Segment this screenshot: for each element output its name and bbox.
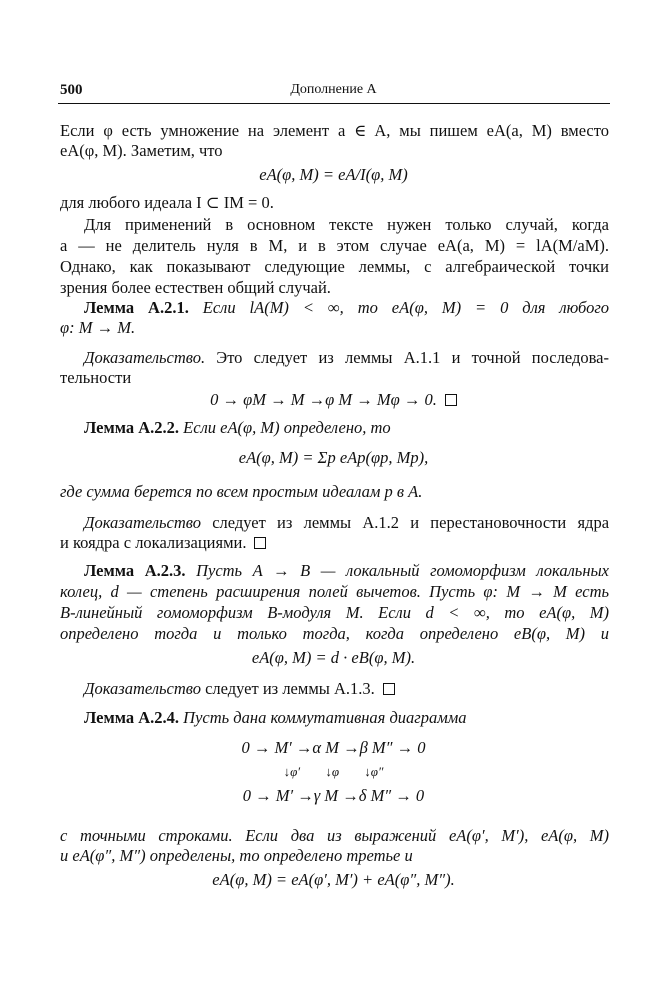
exact-sequence-text: 0 → φM → M →φ M → Mφ → 0. [210, 390, 437, 409]
lemma3-line4: определено тогда и только тогда, когда определено eB(φ, M) и [60, 624, 609, 643]
lemma2-line2: где сумма берется по всем простым идеалам p в A. [60, 482, 423, 501]
proof2-text: следует из леммы A.1.2 и перестановочности ядра [212, 513, 610, 532]
qed-square-icon [254, 537, 266, 549]
lemma3-label: Лемма A.2.3. [84, 561, 186, 580]
proof1-line2: тельности [60, 368, 132, 387]
proof1-text: Это следует из леммы A.1.1 и точной последова- [216, 348, 609, 367]
diagram-vertical-maps: ↓φ′ ↓φ ↓φ″ [283, 764, 384, 779]
equation-degree: eA(φ, M) = d · eB(φ, M). [251, 648, 416, 667]
exact-sequence [0, 390, 667, 410]
diagram-top-row: 0 → M′ →α M →β M″ → 0 [241, 738, 426, 757]
qed-square-icon [445, 394, 457, 406]
para2-line3: Однако, как показывают следующие леммы, с алгебраической точки [60, 257, 609, 276]
lemma4-line1 [84, 708, 609, 728]
running-title: Дополнение А [290, 82, 377, 97]
lemma3-line3: B-линейный гомоморфизм B-модуля M. Если d < ∞, то eA(φ, M) [60, 603, 609, 622]
lemma4-line2: с точными строками. Если два из выражений eA(φ′, M′), eA(φ, M) [60, 826, 609, 845]
page-number: 500 [60, 82, 83, 98]
lemma2-text: Если eA(φ, M) определено, то [183, 418, 391, 437]
para2-line1: Для применений в основном тексте нужен только случай, когда [84, 215, 609, 234]
proof1-line1 [84, 348, 609, 368]
lemma2-line1 [84, 418, 609, 438]
lemma1-text: Если lA(M) < ∞, то eA(φ, M) = 0 для любого [202, 298, 610, 317]
proof2-line2 [60, 533, 609, 553]
para2-line2: a — не делитель нуля в M, и в этом случае eA(a, M) = lA(M/aM). [60, 236, 609, 255]
para1-line2: eA(φ, M). Заметим, что [60, 141, 223, 160]
proof3-line1 [84, 679, 609, 699]
equation-reduction: eA(φ, M) = eA/I(φ, M) [259, 165, 408, 184]
equation-additivity: eA(φ, M) = eA(φ′, M′) + eA(φ″, M″). [212, 870, 455, 889]
lemma3-line1 [84, 561, 609, 581]
lemma3-text: Пусть A → B — локальный гомоморфизм локальных [196, 561, 609, 580]
equation-localization: eA(φ, M) = Σp eAp(φp, Mp), [238, 448, 429, 467]
para2-line4: зрения более естествен общий случай. [60, 278, 331, 297]
lemma4-label: Лемма A.2.4. [84, 708, 180, 727]
lemma2-label: Лемма A.2.2. [84, 418, 180, 437]
lemma4-text: Пусть дана коммутативная диаграмма [183, 708, 467, 727]
lemma4-line3: и eA(φ″, M″) определены, то определено третье и [60, 846, 413, 865]
diagram-bottom-row: 0 → M′ →γ M →δ M″ → 0 [242, 786, 425, 805]
proof3-word: Доказательство [84, 679, 201, 698]
proof2-text2: и коядра с локализациями. [60, 533, 247, 552]
proof2-line1 [84, 513, 609, 533]
qed-square-icon [383, 683, 395, 695]
para1-line1: Если φ есть умножение на элемент a ∈ A, мы пишем eA(a, M) вместо [60, 121, 609, 140]
proof3-text: следует из леммы A.1.3. [205, 679, 375, 698]
lemma1-line2: φ: M → M. [60, 318, 136, 337]
lemma1-label: Лемма A.2.1. [84, 298, 189, 317]
lemma3-line2: колец, d — степень расширения полей вычетов. Пусть φ: M → M есть [60, 582, 609, 601]
lemma1-line1 [84, 298, 609, 318]
para1-line3: для любого идеала I ⊂ IM = 0. [60, 193, 274, 212]
proof1-word: Доказательство. [84, 348, 206, 367]
header-rule [58, 103, 610, 104]
proof2-word: Доказательство [84, 513, 201, 532]
